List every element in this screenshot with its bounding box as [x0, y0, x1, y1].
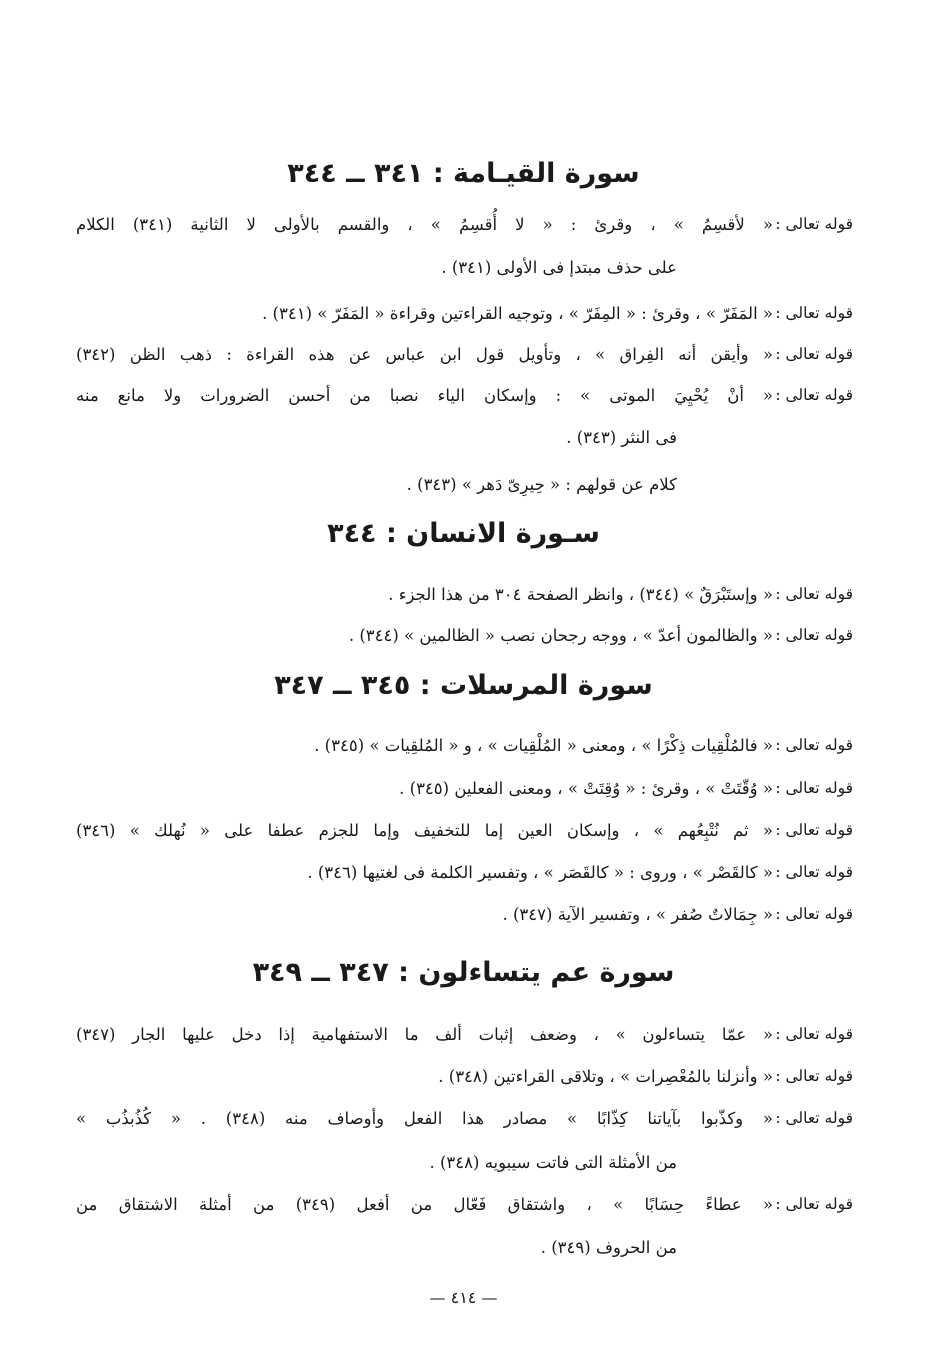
entry-label: قوله تعالى :	[775, 1195, 853, 1213]
entry-continuation: من الأمثلة التى فاتت سيبويه (٣٤٨) .	[429, 1153, 677, 1172]
entry-label: قوله تعالى :	[775, 386, 853, 404]
entry-text: « جِمَالاتٌ صُفر » ، وتفسير الآية (٣٤٧) .	[502, 905, 773, 924]
entry	[76, 767, 853, 810]
entry-text: « لأقسِمُ » ، وقرئ : « لا أُقسِمُ » ، والقسم بالأولى لا الثانية (٣٤١) الكلام	[76, 215, 773, 234]
entry	[76, 851, 853, 894]
entry-label: قوله تعالى :	[775, 215, 853, 233]
entry	[76, 809, 853, 852]
entry	[76, 292, 853, 335]
entry-note: كلام عن قولهم : « حِيرِىّ دَهر » (٣٤٣) .	[406, 475, 677, 494]
entry-continuation: على حذف مبتدإ فى الأولى (٣٤١) .	[441, 258, 677, 277]
entry-text: « وإستَبْرَقٌ » (٣٤٤) ، وانظر الصفحة ٣٠٤ من هذا الجزء .	[388, 585, 773, 604]
entry-continuation: من الحروف (٣٤٩) .	[540, 1238, 677, 1257]
entry-label: قوله تعالى :	[775, 779, 853, 797]
section-heading-insan: سـورة الانسان : ٣٤٤	[327, 518, 600, 549]
entry	[76, 573, 853, 616]
entry	[76, 1055, 853, 1098]
entry-label: قوله تعالى :	[775, 905, 853, 923]
entry-text: « وكذّبوا بآياتنا كِذّابًا » مصادر هذا الفعل وأوصاف منه (٣٤٨) . « كُذُبذُب »	[76, 1109, 773, 1128]
entry-text: « المَفَرّ » ، وقرئ : « المِفَرّ » ، وتوجيه القراءتين وقراءة « المَفَرّ » (٣٤١) .	[262, 304, 773, 323]
entry-text: « ثم نُتْبِعُهم » ، وإسكان العين إما للتخفيف وإما للجزم عطفا على « نُهلك » (٣٤٦)	[76, 821, 773, 840]
entry	[76, 333, 853, 376]
entry	[76, 614, 853, 657]
entry-text: « كالقَصْر » ، وروى : « كالقَصَر » ، وتفسير الكلمة فى لغتيها (٣٤٦) .	[307, 863, 773, 882]
entry-label: قوله تعالى :	[775, 1067, 853, 1085]
entry-text: « وُقّتَتْ » ، وقرئ : « وُقِتَتْ » ، ومعنى الفعلين (٣٤٥) .	[399, 779, 773, 798]
entry-label: قوله تعالى :	[775, 736, 853, 754]
page-number: — ٤١٤ —	[429, 1288, 498, 1307]
entry	[76, 1013, 853, 1056]
entry-label: قوله تعالى :	[775, 863, 853, 881]
entry-continuation: فى النثر (٣٤٣) .	[566, 428, 677, 447]
entry-text: « عمّا يتساءلون » ، وضعف إثبات ألف ما الاستفهامية إذا دخل عليها الجار (٣٤٧)	[76, 1025, 773, 1044]
entry-text: « أنْ يُحْيِيَ الموتى » : وإسكان الياء نصبا من أحسن الضرورات ولا مانع منه	[76, 386, 773, 405]
entry-text: « والظالمون أعدّ » ، ووجه رجحان نصب « الظالمين » (٣٤٤) .	[348, 626, 773, 645]
entry	[76, 1183, 853, 1226]
entry	[76, 203, 853, 246]
entry-label: قوله تعالى :	[775, 585, 853, 603]
entry-text: « عطاءً حِسَابًا » ، واشتقاق فَعّال من أفعل (٣٤٩) من أمثلة الاشتقاق من	[76, 1195, 773, 1214]
entry-text: « وأيقن أنه الفِراق » ، وتأويل قول ابن عباس عن هذه القراءة : ذهب الظن (٣٤٢)	[76, 345, 773, 364]
entry-label: قوله تعالى :	[775, 345, 853, 363]
section-heading-qiyama: سورة القيـامة : ٣٤١ ــ ٣٤٤	[287, 158, 640, 189]
entry-text: « فالمُلْقِيات ذِكْرًا » ، ومعنى « المُلْقِيات » ، و « المُلقِيات » (٣٤٥) .	[314, 736, 773, 755]
entry	[76, 893, 853, 936]
entry-label: قوله تعالى :	[775, 821, 853, 839]
entry-label: قوله تعالى :	[775, 1109, 853, 1127]
entry	[76, 1097, 853, 1140]
entry	[76, 724, 853, 767]
section-heading-mursalat: سورة المرسلات : ٣٤٥ ــ ٣٤٧	[274, 670, 653, 701]
entry-label: قوله تعالى :	[775, 1025, 853, 1043]
entry-label: قوله تعالى :	[775, 626, 853, 644]
entry-text: « وأنزلنا بالمُعْصِرات » ، وتلاقى القراءتين (٣٤٨) .	[438, 1067, 773, 1086]
entry	[76, 374, 853, 417]
section-heading-naba: سورة عم يتساءلون : ٣٤٧ ــ ٣٤٩	[252, 957, 675, 988]
entry-label: قوله تعالى :	[775, 304, 853, 322]
